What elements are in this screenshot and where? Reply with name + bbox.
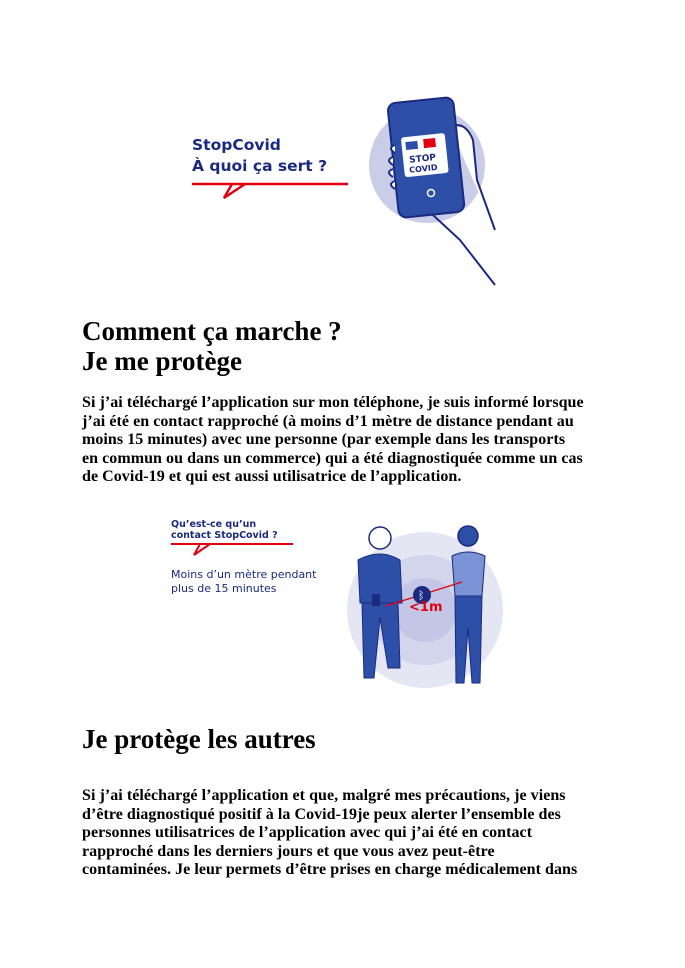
speech-bubble-icon bbox=[190, 180, 350, 204]
svg-text:ᛒ: ᛒ bbox=[418, 589, 425, 602]
heading-je-protege-les-autres: Je protège les autres bbox=[82, 724, 316, 754]
heading-comment-ca-marche: Comment ça marche ? bbox=[82, 316, 342, 346]
paragraph-je-protege-les-autres bbox=[82, 787, 577, 880]
svg-text:COVID: COVID bbox=[408, 162, 438, 175]
contact-question-line2: contact StopCovid ? bbox=[171, 530, 278, 541]
svg-text:STOP: STOP bbox=[408, 152, 437, 166]
text-line: Si j’ai téléchargé l’application sur mon téléphone, je suis informé lorsque bbox=[82, 394, 584, 411]
contact-answer-line1: Moins d’un mètre pendant bbox=[171, 568, 317, 581]
text-line: moins 15 minutes) avec une personne (par exemple dans les transports bbox=[82, 431, 566, 449]
text-line: contaminées. Je leur permets d’être prises en charge médicalement dans bbox=[82, 861, 578, 879]
hero-title bbox=[192, 135, 327, 177]
text-line: de Covid-19 et qui est aussi utilisatrice de l’application. bbox=[82, 468, 462, 486]
paragraph-je-me-protege bbox=[82, 394, 584, 487]
contact-answer bbox=[171, 568, 316, 596]
text-line: personnes utilisatrices de l’application avec qui j’ai été en contact bbox=[82, 824, 533, 842]
text-line: en commun ou dans un commerce) qui a été diagnostiquée comme un cas bbox=[82, 449, 583, 467]
text-line: j’ai été en contact rapproché (à moins d’1 mètre de distance pendant au bbox=[82, 412, 574, 430]
contact-question bbox=[171, 519, 278, 541]
text-line: Si j’ai téléchargé l’application et que, malgré mes précautions, je viens bbox=[82, 787, 566, 804]
phone-in-hand-illustration bbox=[365, 95, 510, 290]
speech-bubble-icon bbox=[170, 541, 295, 557]
text-line: rapproché dans les derniers jours et que vous avez peut-être bbox=[82, 842, 495, 860]
hero-title-line1: StopCovid bbox=[192, 136, 281, 154]
hero-title-line2: À quoi ça sert ? bbox=[192, 157, 328, 175]
heading-je-me-protege: Je me protège bbox=[82, 346, 242, 376]
distance-label: <1m bbox=[409, 600, 443, 615]
contact-answer-line2: plus de 15 minutes bbox=[171, 582, 277, 595]
contact-question-line1: Qu’est-ce qu’un bbox=[171, 519, 257, 530]
text-line: d’être diagnostiqué positif à la Covid-19je peux alerter l’ensemble des bbox=[82, 805, 561, 823]
